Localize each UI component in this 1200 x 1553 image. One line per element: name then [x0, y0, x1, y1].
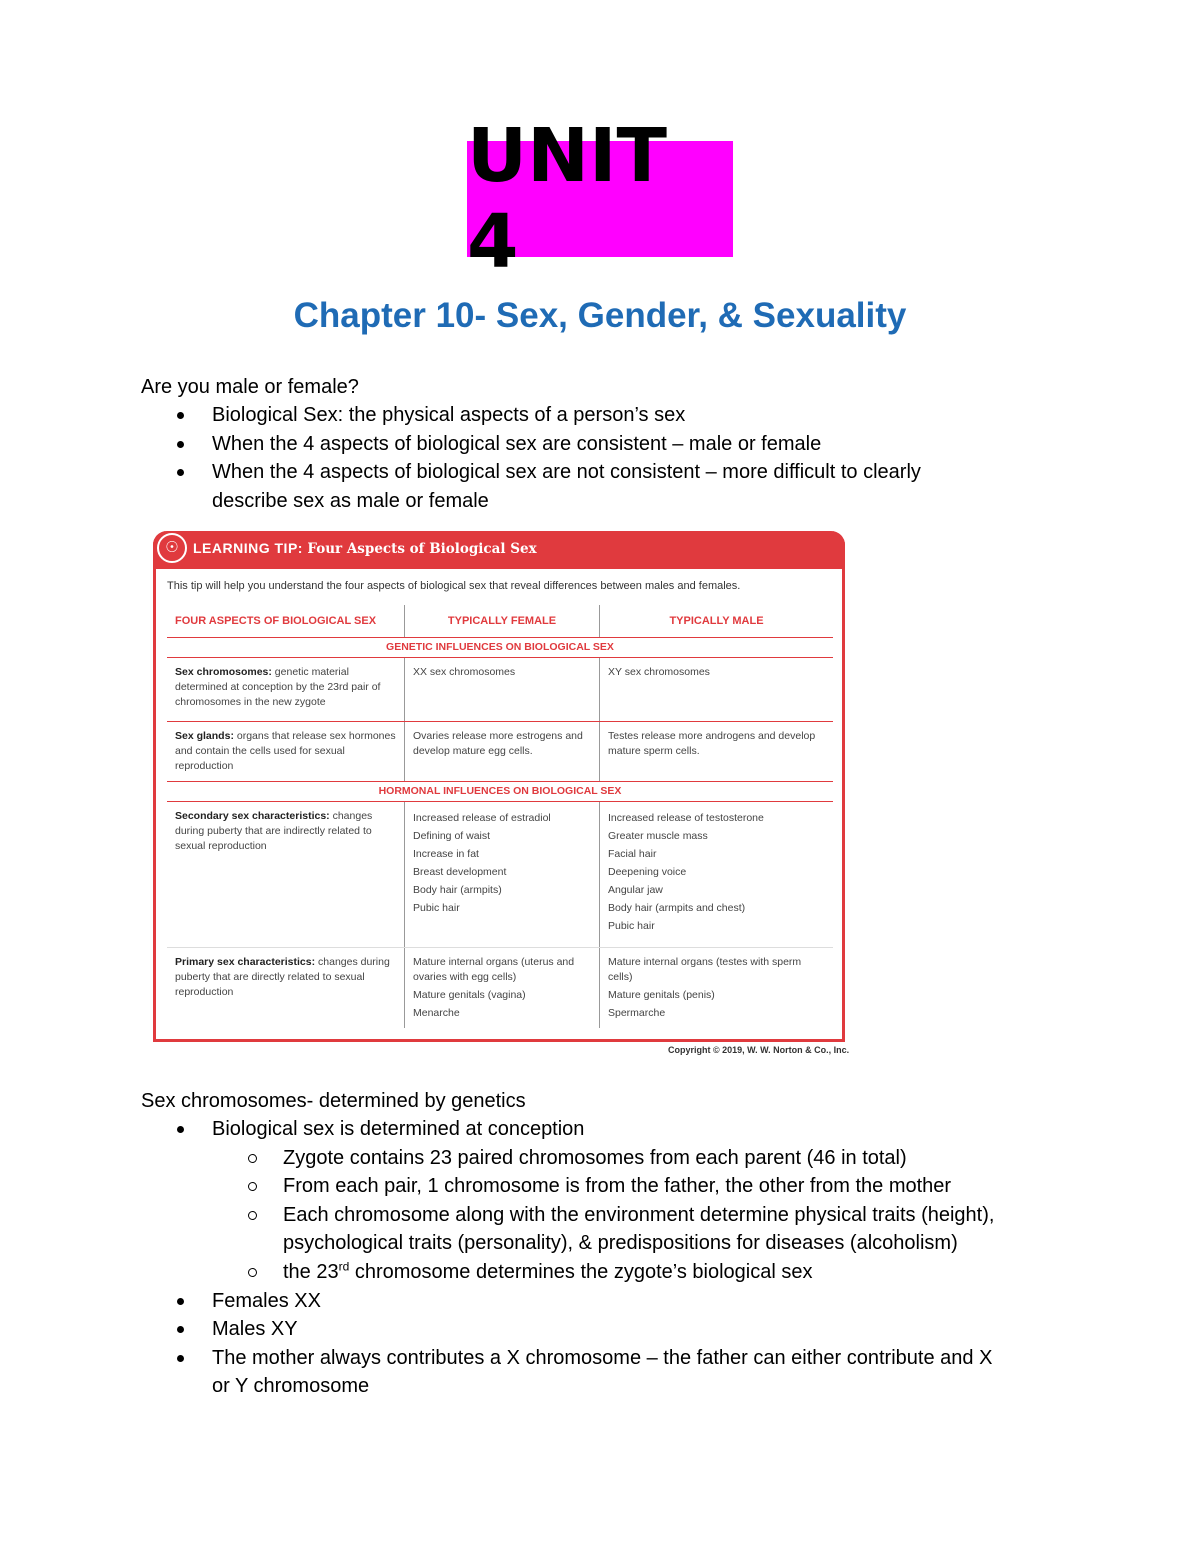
table-cell	[600, 802, 834, 948]
learning-tip-intro: This tip will help you understand the four aspects of biological sex that reveal differences between males and females.	[167, 580, 741, 592]
unit-title: UNIT 4	[467, 113, 668, 285]
list-item	[141, 458, 1021, 515]
cell-text: Defining of waist	[413, 830, 491, 842]
list-item	[141, 1315, 1061, 1344]
table-header-row	[167, 605, 833, 638]
list-item-text: Each chromosome along with the environment determine physical traits (height), psychological traits (personality), & predispositions for diseases (alcoholism)	[283, 1203, 995, 1255]
list-item-text: When the 4 aspects of biological sex are not consistent – more difficult to clearly describe sex as male or female	[212, 461, 921, 512]
cell-text: Menarche	[413, 1007, 460, 1019]
column-header: TYPICALLY FEMALE	[405, 605, 600, 638]
section-header: HORMONAL INFLUENCES ON BIOLOGICAL SEX	[167, 782, 833, 802]
chapter-title: Chapter 10- Sex, Gender, & Sexuality	[293, 296, 907, 335]
list-item	[141, 430, 1021, 459]
sub-list-item	[212, 1201, 1061, 1258]
cell-text: Increased release of testosterone	[608, 812, 764, 824]
hollow-bullet-icon	[248, 1182, 257, 1191]
cell-text: Facial hair	[608, 848, 657, 860]
list-item-text: Males XY	[212, 1318, 298, 1341]
list-item	[141, 1287, 1061, 1316]
list-item	[141, 401, 1021, 430]
question-text: Are you male or female?	[141, 376, 359, 398]
list-item-text: The mother always contributes a X chromosome – the father can either contribute and X or Y chromosome	[212, 1346, 993, 1398]
superscript-text: rd	[338, 1259, 350, 1274]
cell-text: XX sex chromosomes	[413, 666, 516, 678]
bullet-icon	[177, 1298, 184, 1305]
list-item-text: Biological Sex: the physical aspects of a person’s sex	[212, 404, 686, 426]
hollow-bullet-icon	[248, 1268, 257, 1277]
learning-tip-header	[153, 531, 845, 569]
table-section-row	[167, 782, 833, 802]
list-item-text: chromosome determines the zygote’s biological sex	[349, 1260, 813, 1283]
table-section-row	[167, 638, 833, 658]
bullet-icon	[177, 1126, 184, 1133]
section2-heading: Sex chromosomes- determined by genetics	[141, 1090, 526, 1112]
list-item-text: When the 4 aspects of biological sex are consistent – male or female	[212, 432, 822, 455]
bullet-list-2	[141, 1115, 1061, 1401]
table-row	[167, 948, 833, 1029]
copyright-text: Copyright © 2019, W. W. Norton & Co., Inc.	[668, 1045, 850, 1055]
sub-list	[212, 1144, 1061, 1287]
sub-list-item	[212, 1258, 1061, 1287]
list-item-text: From each pair, 1 chromosome is from the father, the other from the mother	[283, 1175, 952, 1198]
table-cell	[167, 722, 405, 782]
hollow-bullet-icon	[248, 1211, 257, 1220]
table-cell	[405, 802, 600, 948]
sub-list-item	[212, 1172, 1061, 1201]
table-row	[167, 722, 833, 782]
cell-text: Increase in fat	[413, 848, 479, 860]
table-cell	[405, 722, 600, 782]
cell-text: Testes release more androgens and develop mature sperm cells.	[608, 730, 816, 757]
bullet-icon	[177, 412, 184, 419]
column-header: FOUR ASPECTS OF BIOLOGICAL SEX	[167, 605, 405, 638]
table-row	[167, 658, 833, 722]
cell-text: Spermarche	[608, 1007, 666, 1019]
lightbulb-icon: ☉	[157, 533, 187, 563]
bullet-icon	[177, 441, 184, 448]
table-cell	[167, 802, 405, 948]
hollow-bullet-icon	[248, 1154, 257, 1163]
list-item-text: Females XX	[212, 1289, 321, 1312]
term-label: Sex chromosomes:	[175, 666, 272, 678]
table-cell	[167, 948, 405, 1029]
term-label: Primary sex characteristics:	[175, 956, 316, 968]
learning-tip-figure	[153, 531, 845, 1042]
cell-text: Pubic hair	[413, 902, 460, 914]
table-cell	[405, 658, 600, 722]
term-desc: changes during puberty that are indirectly related to sexual reproduction	[175, 810, 373, 852]
term-label: Sex glands:	[175, 730, 234, 742]
term-label: Secondary sex characteristics:	[175, 810, 330, 822]
cell-text: Mature internal organs (testes with sperm cells)	[608, 956, 802, 983]
learning-tip-title: Four Aspects of Biological Sex	[307, 541, 537, 557]
cell-text: Deepening voice	[608, 866, 687, 878]
sub-list-item	[212, 1144, 1061, 1173]
list-item-text: Zygote contains 23 paired chromosomes from each parent (46 in total)	[283, 1146, 907, 1169]
table-cell	[167, 658, 405, 722]
term-desc: changes during puberty that are directly related to sexual reproduction	[175, 956, 390, 998]
term-desc: genetic material determined at conception by the 23rd pair of chromosomes in the new zygote	[175, 666, 381, 708]
list-item-text: the 23	[283, 1260, 339, 1283]
table-cell	[600, 722, 834, 782]
bullet-icon	[177, 469, 184, 476]
column-header: TYPICALLY MALE	[600, 605, 834, 638]
cell-text: Breast development	[413, 866, 507, 878]
cell-text: Mature internal organs (uterus and ovaries with egg cells)	[413, 956, 575, 983]
cell-text: Increased release of estradiol	[413, 812, 551, 824]
list-item	[141, 1115, 1061, 1287]
bullet-icon	[177, 1326, 184, 1333]
cell-text: XY sex chromosomes	[608, 666, 710, 678]
list-item-text: Biological sex is determined at conception	[212, 1118, 585, 1140]
cell-text: Angular jaw	[608, 884, 663, 896]
cell-text: Ovaries release more estrogens and develop mature egg cells.	[413, 730, 583, 757]
unit-title-box	[467, 113, 733, 285]
table-cell	[405, 948, 600, 1029]
table-cell	[600, 948, 834, 1029]
section-header: GENETIC INFLUENCES ON BIOLOGICAL SEX	[167, 638, 833, 658]
cell-text: Greater muscle mass	[608, 830, 708, 842]
learning-tip-label: LEARNING TIP:	[193, 540, 303, 556]
cell-text: Body hair (armpits)	[413, 884, 502, 896]
cell-text: Mature genitals (penis)	[608, 989, 715, 1001]
list-item	[141, 1344, 1061, 1401]
bullet-list-1	[141, 401, 1021, 515]
bullet-icon	[177, 1355, 184, 1362]
table-row	[167, 802, 833, 948]
cell-text: Pubic hair	[608, 920, 655, 932]
cell-text: Mature genitals (vagina)	[413, 989, 526, 1001]
biological-sex-table	[167, 605, 833, 1028]
term-desc: organs that release sex hormones and contain the cells used for sexual reproduction	[175, 730, 396, 772]
cell-text: Body hair (armpits and chest)	[608, 902, 746, 914]
table-cell	[600, 658, 834, 722]
